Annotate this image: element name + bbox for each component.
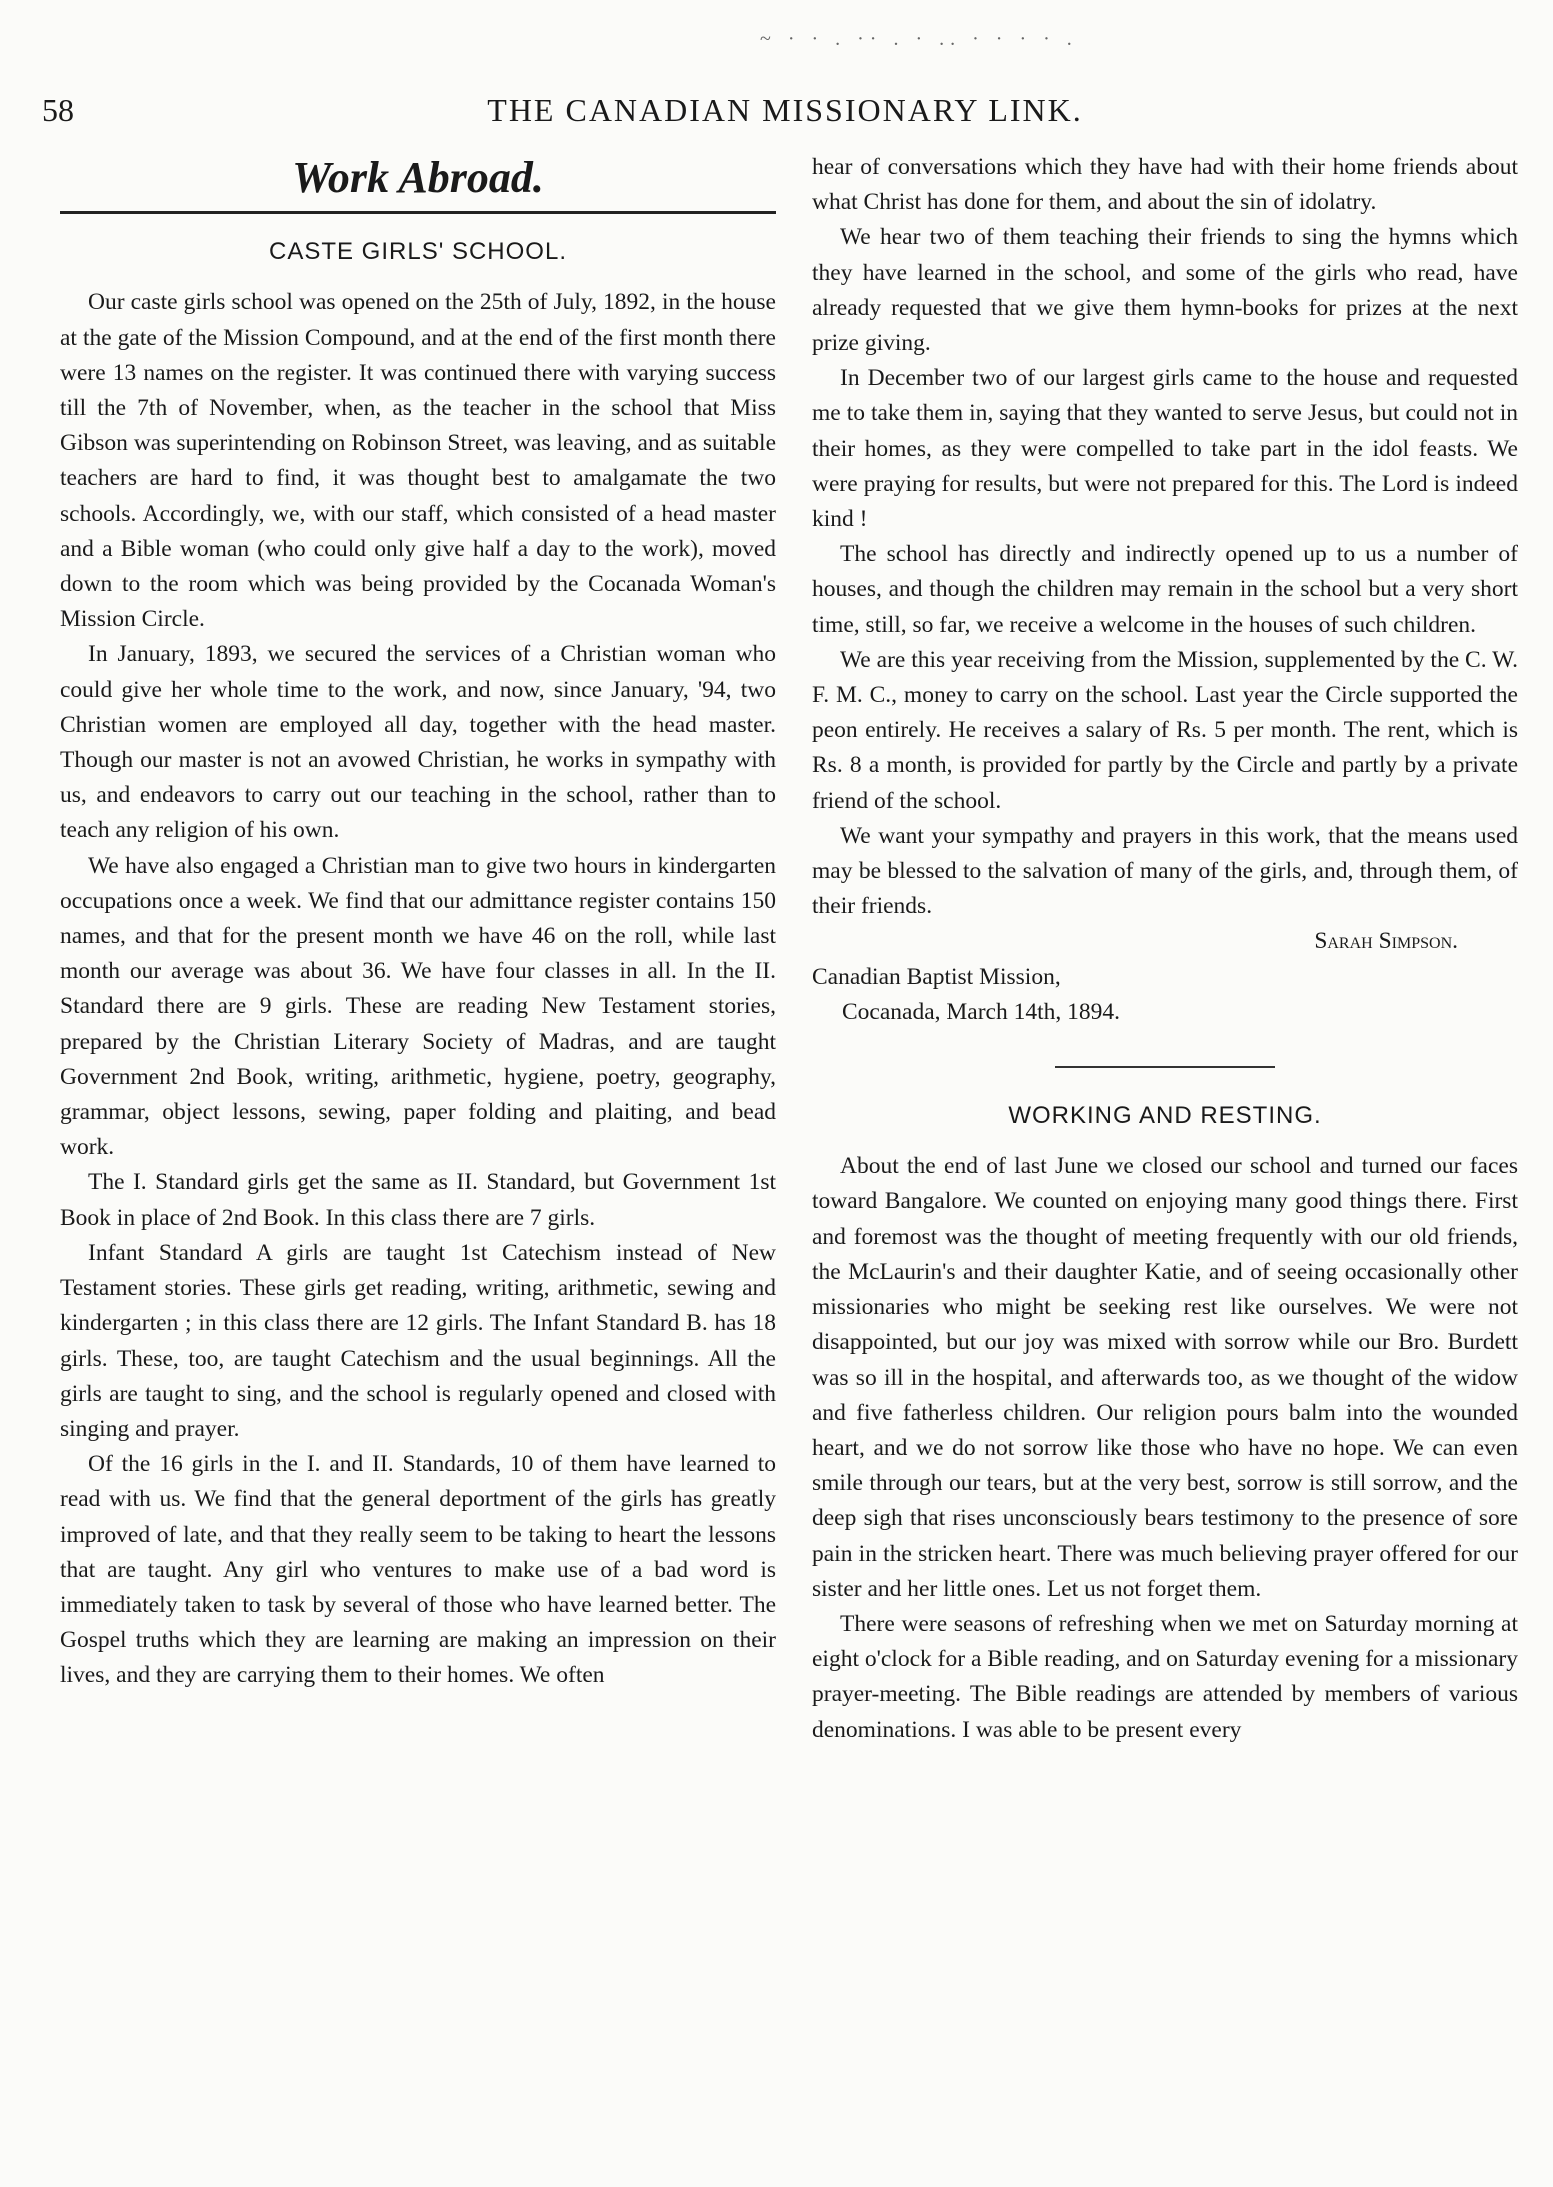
journal-title: THE CANADIAN MISSIONARY LINK. bbox=[487, 92, 1083, 128]
article-divider bbox=[1055, 1066, 1275, 1068]
heading-rule bbox=[60, 211, 776, 214]
left-column bbox=[60, 150, 776, 1694]
sign-date-line: Cocanada, March 14th, 1894. bbox=[842, 998, 1121, 1025]
paragraph: The I. Standard girls get the same as II. Standard, but Government 1st Book in place of 2nd Book. In this class there are 7 girls. bbox=[60, 1169, 776, 1231]
section-heading: Work Abroad. bbox=[292, 153, 544, 202]
scan-artifact-top: ~ · · . ·· . · .. · · · · . bbox=[760, 28, 1078, 50]
paragraph: In December two of our largest girls came to the house and requested me to take them in, saying that they wanted to serve Jesus, but could not in their homes, as they were compelled to take part in the idol feasts. We were praying for results, but were not prepared for this. The Lord is indeed kind ! bbox=[812, 365, 1518, 533]
paragraph: In January, 1893, we secured the services of a Christian woman who could give her whole time to the work, and now, since January, '94, two Christian women are employed all day, together with the head master. Though our master is not an avowed Christian, he works in sympathy with us, and endeavors to carry out our teaching in the school, rather than to teach any religion of his own. bbox=[60, 641, 776, 844]
sign-place-line: Canadian Baptist Mission, bbox=[812, 963, 1061, 990]
paragraph: We want your sympathy and prayers in this work, that the means used may be blessed to the salvation of many of the girls, and, through them, of their friends. bbox=[812, 822, 1518, 920]
paragraph: Of the 16 girls in the I. and II. Standards, 10 of them have learned to read with us. We find that the general deportment of the girls has greatly improved of late, and that they really seem to be taking to heart the lessons that are taught. Any girl who ventures to make use of a bad word is immediately taken to task by several of those who have learned better. The Gospel truths which they are learning are making an impression on their lives, and they are carrying them to their homes. We often bbox=[60, 1451, 776, 1689]
paragraph: We hear two of them teaching their friends to sing the hymns which they have learned in the school, and some of the girls who read, have already requested that we give them hymn-books for prizes at the next prize giving. bbox=[812, 224, 1518, 357]
author-signature: Sarah Simpson. bbox=[1314, 928, 1458, 955]
page-header bbox=[40, 92, 1530, 132]
paragraph: About the end of last June we closed our school and turned our faces toward Bangalore. We counted on enjoying many good things there. First and foremost was the thought of meeting frequently with our old friends, the McLaurin's and their daughter Katie, and of seeing occasionally other missionaries who might be seeking rest like ourselves. We were not disappointed, but our joy was mixed with sorrow while our Bro. Burdett was so ill in the hospital, and afterwards too, as we thought of the widow and five fatherless children. Our religion pours balm into the wounded heart, and we do not sorrow like those who have no hope. We can even smile through our tears, but at the very best, sorrow is still sorrow, and the deep sigh that rises unconsciously bears testimony to the presence of sore pain in the stricken heart. There was much believing prayer offered for our sister and her little ones. Let us not forget them. bbox=[812, 1153, 1518, 1602]
paragraph: The school has directly and indirectly opened up to us a number of houses, and though the children may remain in the school but a very short time, still, so far, we receive a welcome in the houses of such children. bbox=[812, 541, 1518, 638]
paragraph: There were seasons of refreshing when we met on Saturday morning at eight o'clock for a Bible reading, and on Saturday evening for a missionary prayer-meeting. The Bible readings are attended by members of various denominations. I was able to be present every bbox=[812, 1610, 1518, 1743]
article-title-working-and-resting: WORKING AND RESTING. bbox=[1008, 1102, 1322, 1130]
paragraph: We are this year receiving from the Mission, supplemented by the C. W. F. M. C., money to carry on the school. Last year the Circle supported the peon entirely. He receives a salary of Rs. 5 per month. The rent, which is Rs. 8 a month, is provided for partly by the Circle and partly by a private friend of the school. bbox=[812, 646, 1518, 814]
paragraph: We have also engaged a Christian man to give two hours in kindergarten occupations once a week. We find that our admittance register contains 150 names, and that for the present month we have 46 on the roll, while last month our average was about 36. We have four classes in all. In the II. Standard there are 9 girls. These are reading New Testament stories, prepared by the Christian Literary Society of Madras, and are taught Government 2nd Book, writing, arithmetic, hygiene, poetry, geography, grammar, object lessons, sewing, paper folding and plaiting, and bead work. bbox=[60, 852, 776, 1161]
article-title-caste-girls-school: CASTE GIRLS' SCHOOL. bbox=[269, 238, 567, 266]
paragraph: Infant Standard A girls are taught 1st Catechism instead of New Testament stories. These girls get reading, writing, arithmetic, sewing and kindergarten ; in this class there are 12 girls. The Infant Standard B. has 18 girls. These, too, are taught Catechism and the usual beginnings. All the girls are taught to sing, and the school is regularly opened and closed with singing and prayer. bbox=[60, 1239, 776, 1442]
paragraph: Our caste girls school was opened on the 25th of July, 1892, in the house at the gate of the Mission Compound, and at the end of the first month there were 13 names on the register. It was continued there with varying success till the 7th of November, when, as the teacher in the school that Miss Gibson was superintending on Robinson Street, was leaving, and as suitable teachers are hard to find, it was thought best to amalgamate the two schools. Accordingly, we, with our staff, which consisted of a head master and a Bible woman (who could only give half a day to the work), moved down to the room which was being provided by the Cocanada Woman's Mission Circle. bbox=[60, 289, 776, 633]
right-column bbox=[812, 150, 1518, 1748]
page-number: 58 bbox=[42, 92, 74, 128]
paragraph-continued: hear of conversations which they have had with their home friends about what Christ has done for them, and about the sin of idolatry. bbox=[812, 154, 1518, 216]
